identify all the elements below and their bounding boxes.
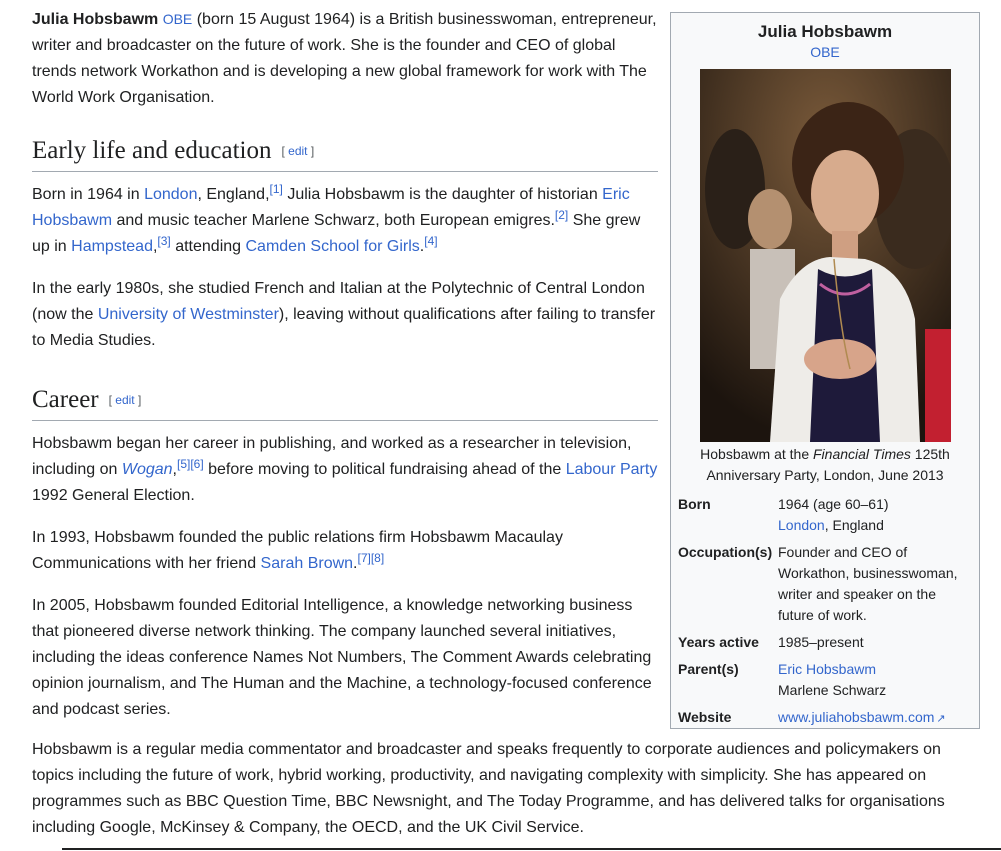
ref-7[interactable]: [7] <box>357 551 371 565</box>
link-wogan[interactable]: Wogan <box>121 461 173 478</box>
ref-1[interactable]: [1] <box>269 182 283 196</box>
ref-6[interactable]: [6] <box>190 457 204 471</box>
career-paragraph-2: In 1993, Hobsbawm founded the public relations firm Hobsbawm Macaulay Communications with her friend Sarah Brown.[7][8] <box>32 529 563 572</box>
subject-name: Julia Hobsbawm <box>32 11 159 28</box>
infobox-row-website: Website www.juliahobsbawm.com ↗ <box>678 709 946 725</box>
heading-early-life: Early life and education [ edit ] <box>32 135 658 172</box>
infobox-link-eric-hobsbawm[interactable]: Eric Hobsbawm <box>778 661 877 677</box>
infobox-row-parents: Parent(s) Eric Hobsbawm Marlene Schwarz <box>678 661 887 698</box>
edit-link-early-life[interactable]: edit <box>288 144 308 158</box>
infobox-obe-link[interactable]: OBE <box>810 44 840 60</box>
bottom-divider <box>62 848 1001 850</box>
infobox-row-born: Born 1964 (age 60–61) London, England <box>678 496 889 533</box>
link-westminster[interactable]: University of Westminster <box>97 306 279 323</box>
infobox-title: Julia Hobsbawm <box>757 22 893 41</box>
infobox-row-years-active: Years active 1985–present <box>678 634 864 650</box>
link-sarah-brown[interactable]: Sarah Brown <box>260 555 354 572</box>
link-hampstead[interactable]: Hampstead <box>71 238 153 255</box>
infobox <box>670 12 980 729</box>
infobox-link-london[interactable]: London <box>778 517 825 533</box>
edit-section-early-life: [ edit ] <box>281 144 315 158</box>
career-paragraph-4: Hobsbawm is a regular media commentator and broadcaster and speaks frequently to corporate audiences and policymakers on topics including the future of work, hybrid working, productivity, and navigating complexity with simplicity. She has appeared on programmes such as BBC Question Time, BBC Newsnight, and The Today Programme, and has delivered talks for organisations including Google, McKinsey & Company, the OECD, and the UK Civil Service. <box>32 741 945 836</box>
website-link[interactable]: www.juliahobsbawm.com <box>778 709 935 725</box>
ref-4[interactable]: [4] <box>424 234 438 248</box>
article-content <box>32 6 658 723</box>
infobox-row-occupation: Occupation(s) Founder and CEO of Workathon, businesswoman, writer and speaker on the future of work. <box>678 544 958 623</box>
career-paragraph-3: In 2005, Hobsbawm founded Editorial Intelligence, a knowledge networking business that pioneered diverse network thinking. The company launched several initiatives, including the ideas conference Names Not Numbers, The Comment Awards celebrating opinion journalism, and The Human and the Machine, a technology-focused conference and podcast series. <box>32 597 652 718</box>
link-eric-hobsbawm[interactable]: Eric Hobsbawm <box>32 186 630 229</box>
obe-link[interactable]: OBE <box>162 11 193 27</box>
career-paragraph-1: Hobsbawm began her career in publishing, and worked as a researcher in television, including on Wogan,[5][6] before moving to political fundraising ahead of the Labour Party 1992 General Election. <box>32 435 658 504</box>
photo-caption: Hobsbawm at the Financial Times 125th Anniversary Party, London, June 2013 <box>700 446 950 483</box>
ref-8[interactable]: [8] <box>370 551 385 565</box>
link-london[interactable]: London <box>144 186 198 203</box>
portrait-photo[interactable] <box>700 69 951 442</box>
early-paragraph-1: Born in 1964 in London, England,[1] Julia Hobsbawm is the daughter of historian Eric Hobsbawm and music teacher Marlene Schwarz, both European emigres.[2] She grew up in Hampstead,[3] attending Camden School for Girls.[4] <box>32 182 641 255</box>
edit-section-career: [ edit ] <box>108 393 142 407</box>
link-labour-party[interactable]: Labour Party <box>565 461 658 478</box>
early-paragraph-2: In the early 1980s, she studied French and Italian at the Polytechnic of Central London (now the University of Westminster), leaving without qualifications after failing to transfer to Media Studies. <box>32 280 656 349</box>
ref-2[interactable]: [2] <box>554 208 569 222</box>
infobox-table <box>678 491 974 733</box>
lead-paragraph: Julia Hobsbawm OBE (born 15 August 1964) is a British businesswoman, entrepreneur, writer and broadcaster on the future of work. She is the founder and CEO of global trends network Workathon and is developing a new global framework for work with The World Work Organisation. <box>32 11 657 106</box>
external-link-icon: ↗ <box>936 713 946 725</box>
heading-career: Career [ edit ] <box>32 384 658 421</box>
ref-3[interactable]: [3] <box>157 234 171 248</box>
ref-5[interactable]: [5] <box>177 457 191 471</box>
link-camden-school[interactable]: Camden School for Girls <box>245 238 420 255</box>
edit-link-career[interactable]: edit <box>115 393 135 407</box>
